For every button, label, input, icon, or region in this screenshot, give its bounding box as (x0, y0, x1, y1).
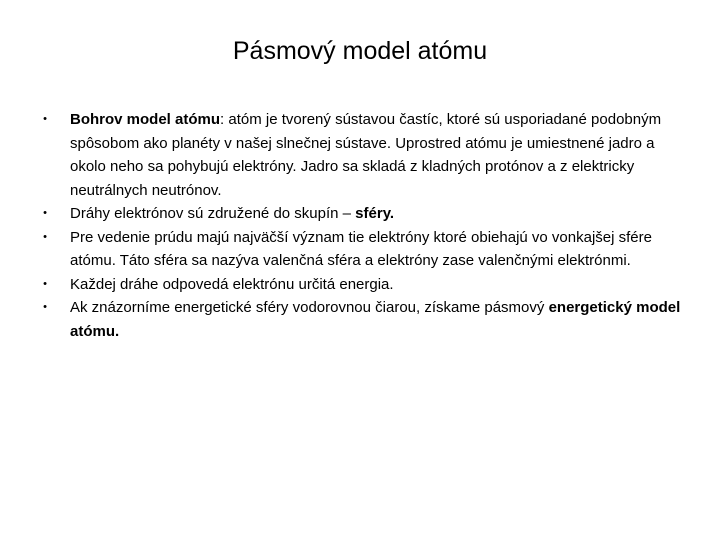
bullet-text: Každej dráhe odpovedá elektrónu určitá energia. (70, 275, 394, 293)
bullet-text: Pre vedenie prúdu majú najväčší význam tie elektróny ktoré obiehajú vo vonkajšej sfére atómu. Táto sféra sa nazýva valenčná sféra a elektróny zase valenčnými elektrónmi. (70, 228, 652, 269)
bullet-text-bold: Bohrov model atómu (70, 111, 221, 128)
slide-title: Pásmový model atómu (232, 37, 488, 65)
bullet-dot-icon: • (43, 113, 47, 125)
bullet-dot-icon: • (43, 207, 47, 219)
bullet-item (0, 226, 682, 273)
bullet-item (0, 202, 682, 226)
bullet-item (0, 108, 682, 202)
bullet-list (0, 108, 720, 343)
bullet-item (0, 273, 682, 297)
bullet-dot-icon: • (43, 277, 47, 290)
bullet-dot-icon: • (43, 301, 47, 313)
bullet-item (0, 296, 682, 343)
bullet-dot-icon: • (43, 230, 47, 243)
bullet-text-bold: sféry. (355, 205, 395, 222)
bullet-text: Dráhy elektrónov sú združené do skupín – (70, 205, 356, 222)
bullet-text-bold: energetický model atómu. (70, 299, 681, 340)
bullet-text: : atóm je tvorený sústavou častíc, ktoré sú usporiadané podobným spôsobom ako planéty v našej slnečnej sústave. Uprostred atómu je umiestnené jadro a okolo neho sa pohybujú elektróny. Jadro sa skladá z kladných protónov a z elektricky neutrálnych neutrónov. (70, 111, 662, 199)
bullet-text: Ak znázorníme energetické sféry vodorovnou čiarou, získame pásmový (70, 299, 549, 316)
